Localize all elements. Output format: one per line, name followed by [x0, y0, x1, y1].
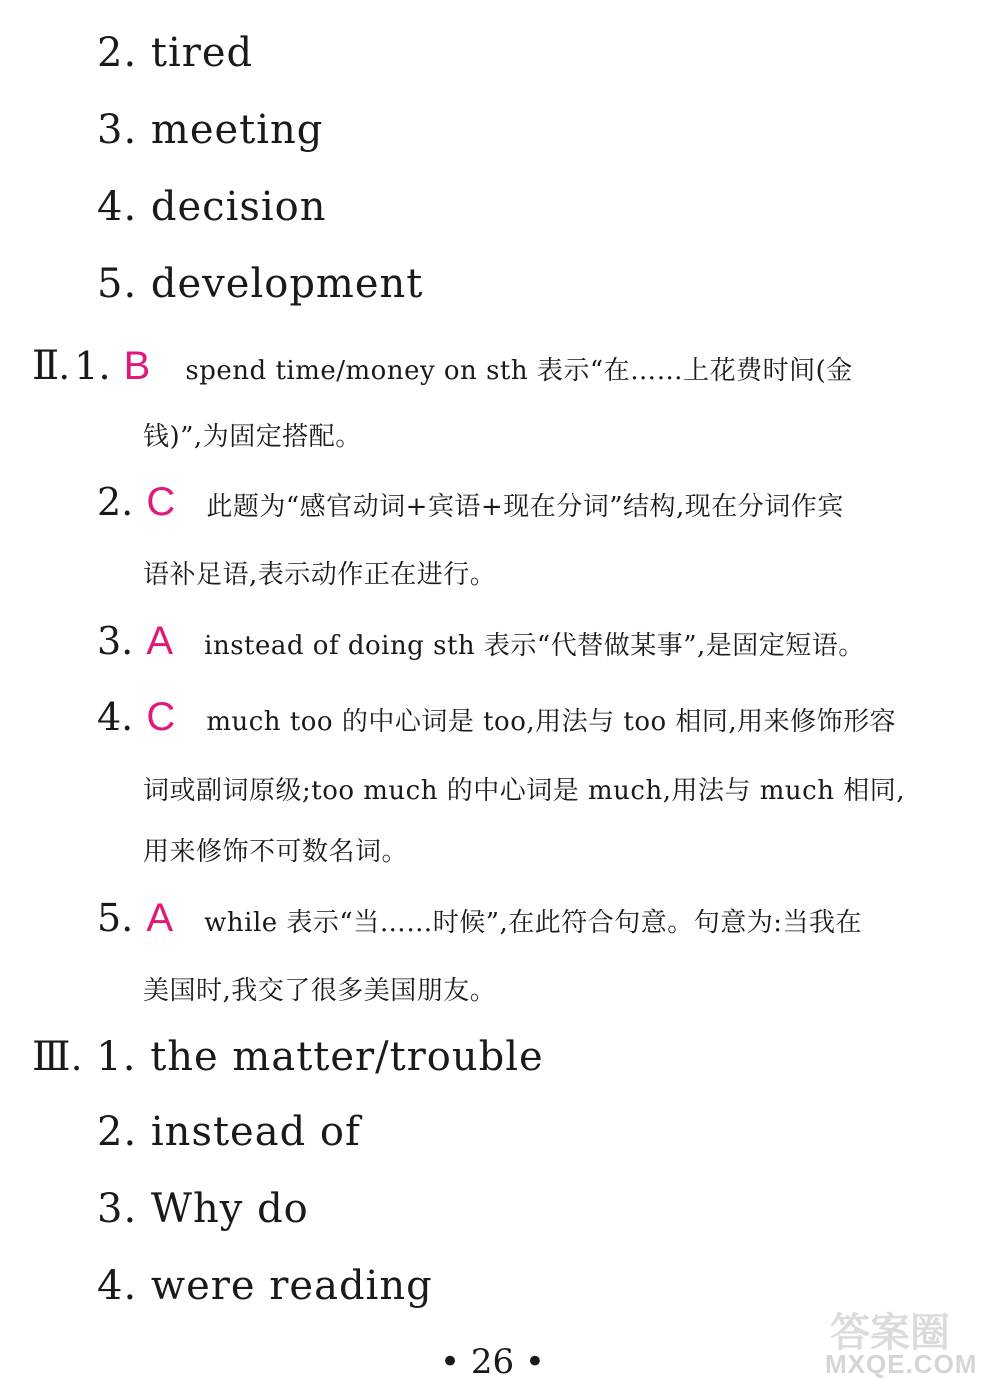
answer-letter: C [146, 695, 176, 739]
answer-letter: C [146, 480, 176, 524]
s1-item-5: 5. development [97, 261, 424, 307]
watermark-logo [790, 1301, 990, 1381]
explanation: 此题为“感官动词+宾语+现在分词”结构,现在分词作宾 [206, 492, 844, 522]
explanation: while 表示“当……时候”,在此符合句意。句意为:当我在 [204, 908, 863, 938]
s2-item-2: 2. C 此题为“感官动词+宾语+现在分词”结构,现在分词作宾 [97, 480, 844, 524]
section-2-numeral: Ⅱ. [32, 343, 70, 388]
explanation: instead of doing sth 表示“代替做某事”,是固定短语。 [204, 631, 865, 661]
s2-item-4-cont1: 词或副词原级;too much 的中心词是 much,用法与 much 相同, [143, 776, 905, 806]
answer-letter: A [146, 896, 174, 940]
s2-item-5-cont: 美国时,我交了很多美国朋友。 [143, 976, 497, 1006]
answer-letter: A [146, 619, 174, 663]
watermark-cn: 答案圈 [830, 1310, 950, 1356]
s3-item-3: 3. Why do [97, 1186, 309, 1232]
answer-letter: B [123, 344, 151, 388]
s1-item-2: 2. tired [97, 30, 254, 76]
s3-item-4: 4. were reading [97, 1263, 433, 1309]
s2-item-4: 4. C much too 的中心词是 too,用法与 too 相同,用来修饰形容 [97, 695, 897, 739]
watermark-en: MXQE.COM [825, 1349, 978, 1379]
s3-item-2: 2. instead of [97, 1109, 361, 1155]
s1-item-4: 4. decision [97, 184, 327, 230]
s2-item-1: Ⅱ. 1. B spend time/money on sth 表示“在……上花费时间(金 [32, 343, 853, 388]
explanation: spend time/money on sth 表示“在……上花费时间(金 [185, 356, 853, 386]
explanation: much too 的中心词是 too,用法与 too 相同,用来修饰形容 [206, 707, 897, 737]
s2-item-5: 5. A while 表示“当……时候”,在此符合句意。句意为:当我在 [97, 896, 863, 940]
s2-item-1-cont: 钱)”,为固定搭配。 [143, 422, 362, 452]
s2-item-2-cont: 语补足语,表示动作正在进行。 [143, 560, 497, 590]
s1-item-3: 3. meeting [97, 107, 324, 153]
s2-item-3: 3. A instead of doing sth 表示“代替做某事”,是固定短语。 [97, 619, 865, 663]
s2-item-4-cont2: 用来修饰不可数名词。 [143, 837, 409, 867]
page-number: • 26 • [440, 1342, 545, 1382]
section-3-numeral: Ⅲ. [32, 1034, 83, 1079]
s3-item-1: Ⅲ. 1. the matter/trouble [32, 1034, 544, 1080]
